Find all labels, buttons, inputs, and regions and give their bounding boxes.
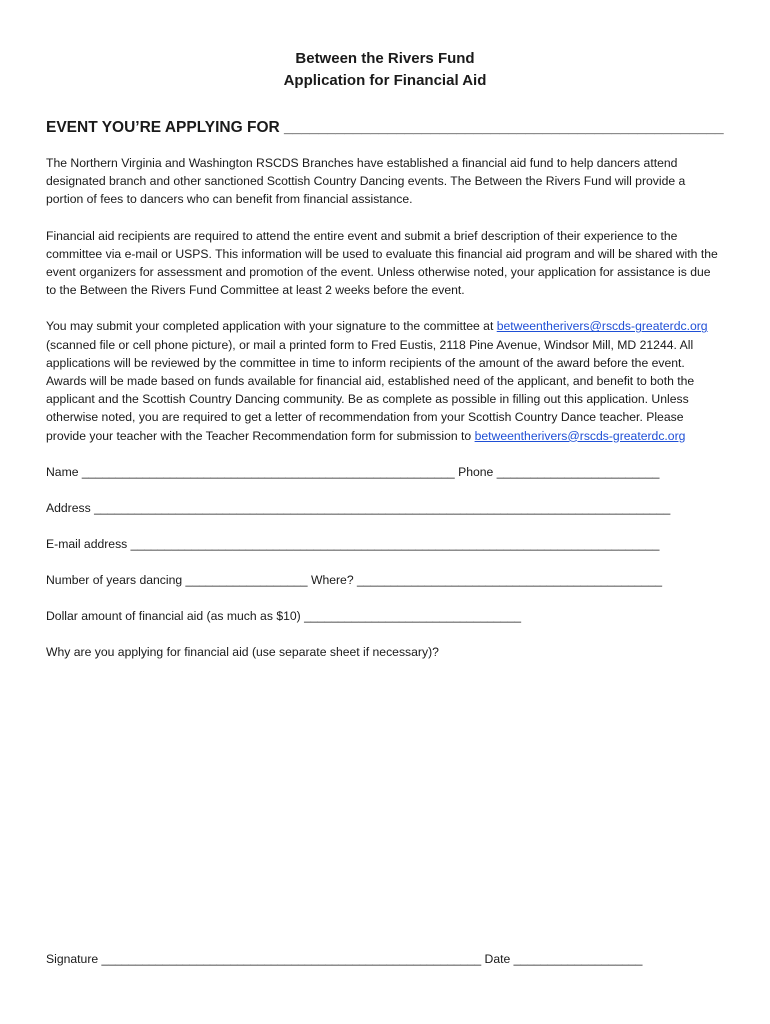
intro-paragraph: The Northern Virginia and Washington RSCDS Branches have established a financial aid fund to help dancers attend designated branch and other sanctioned Scottish Country Dancing events. The Between the Rivers Fund will provide a portion of fees to dancers who can benefit from financial assistance. [46, 156, 686, 207]
name-phone-field[interactable]: Name _______________________________________________________ Phone ________________________ [46, 464, 660, 479]
submission-paragraph [46, 317, 724, 444]
requirements-paragraph: Financial aid recipients are required to attend the entire event and submit a brief description of their experience to the committee via e-mail or USPS. This information will be used to evaluate this financial aid program and will be shared with the event organizers for assessment and promotion of the event. Unless otherwise noted, your application for assistance is due to the Between the Rivers Fund Committee at least 2 weeks before the event. [46, 228, 718, 298]
form-title-line-2: Application for Financial Aid [283, 72, 487, 89]
submission-text-start: You may submit your completed application with your signature to the committee at [46, 319, 497, 334]
why-applying-question: Why are you applying for financial aid (use separate sheet if necessary)? [46, 644, 439, 659]
event-applying-for-heading: EVENT YOU’RE APPLYING FOR ___________________________________________________ [46, 119, 724, 136]
years-dancing-where-field[interactable]: Number of years dancing __________________ Where? _____________________________________________ [46, 572, 663, 587]
form-title [46, 48, 724, 92]
teacher-recommendation-email-link[interactable]: betweentherivers@rscds-greaterdc.org [474, 428, 686, 443]
committee-email-link[interactable]: betweentherivers@rscds-greaterdc.org [496, 319, 708, 334]
email-address-field[interactable]: E-mail address ______________________________________________________________________________ [46, 536, 660, 551]
signature-date-field[interactable]: Signature ________________________________________________________ Date ___________________ [46, 952, 643, 966]
address-field[interactable]: Address _____________________________________________________________________________________ [46, 500, 671, 515]
submission-text-middle: (scanned file or cell phone picture), or mail a printed form to Fred Eustis, 2118 Pine Avenue, Windsor Mill, MD 21244. All applications will be reviewed by the committee in time to inform recipients of the amount of the award before the event. Awards will be made based on funds available for financial aid, established need of the applicant, and benefit to both the applicant and the Scottish Country Dancing community. Be as complete as possible in filling out this application. Unless otherwise noted, you are required to get a letter of recommendation from your Scottish Country Dance teacher. Please provide your teacher with the Teacher Recommendation form for submission to [46, 337, 695, 443]
dollar-amount-field[interactable]: Dollar amount of financial aid (as much as $10) ________________________________ [46, 608, 521, 623]
form-title-line-1: Between the Rivers Fund [295, 50, 475, 67]
